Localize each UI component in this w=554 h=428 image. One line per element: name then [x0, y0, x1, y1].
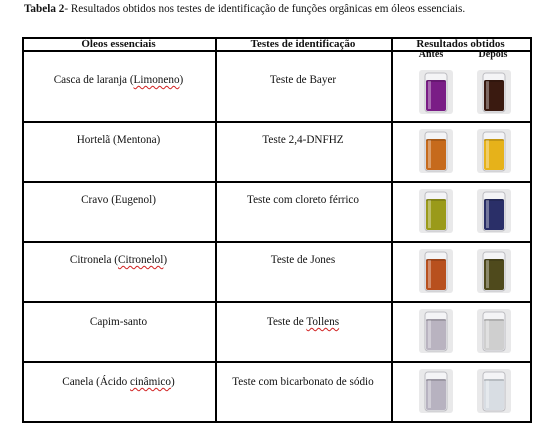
before-tube-photo — [419, 369, 453, 413]
test-name: Teste de Tollens — [266, 316, 340, 328]
subheader-before: Antes — [418, 49, 444, 60]
test-name: Teste de Jones — [270, 254, 336, 266]
test-name: Teste 2,4-DNFHZ — [262, 134, 344, 146]
table-caption — [24, 3, 544, 16]
before-tube-photo — [419, 249, 453, 293]
test-name: Teste de Bayer — [269, 74, 337, 86]
oil-name: Capim-santo — [89, 316, 148, 328]
oil-name: Cravo (Eugenol) — [81, 194, 156, 206]
header-oils: Óleos essenciais — [81, 38, 156, 50]
oil-name: Casca de laranja (Limoneno) — [53, 74, 184, 86]
caption-text: - Resultados obtidos nos testes de identificação de funções orgânicas em óleos essenciais. — [64, 3, 466, 15]
before-tube-photo — [419, 189, 453, 233]
after-tube-photo — [477, 249, 511, 293]
after-tube-photo — [477, 369, 511, 413]
results-table — [22, 37, 532, 423]
before-tube-photo — [419, 70, 453, 114]
subheader-after: Depois — [478, 49, 508, 60]
before-tube-photo — [419, 129, 453, 173]
header-results: Resultados obtidos — [416, 38, 505, 50]
after-tube-photo — [477, 129, 511, 173]
oil-name: Citronela (Citronelol) — [69, 254, 168, 266]
test-name: Teste com bicarbonato de sódio — [232, 376, 374, 388]
test-name: Teste com cloreto férrico — [247, 194, 359, 206]
caption-label: Tabela 2 — [24, 3, 65, 15]
after-tube-photo — [477, 189, 511, 233]
oil-name: Hortelã (Mentona) — [76, 134, 161, 146]
after-tube-photo — [477, 309, 511, 353]
oil-name: Canela (Ácido cinâmico) — [62, 376, 175, 388]
after-tube-photo — [477, 70, 511, 114]
before-tube-photo — [419, 309, 453, 353]
header-tests: Testes de identificação — [250, 38, 356, 50]
